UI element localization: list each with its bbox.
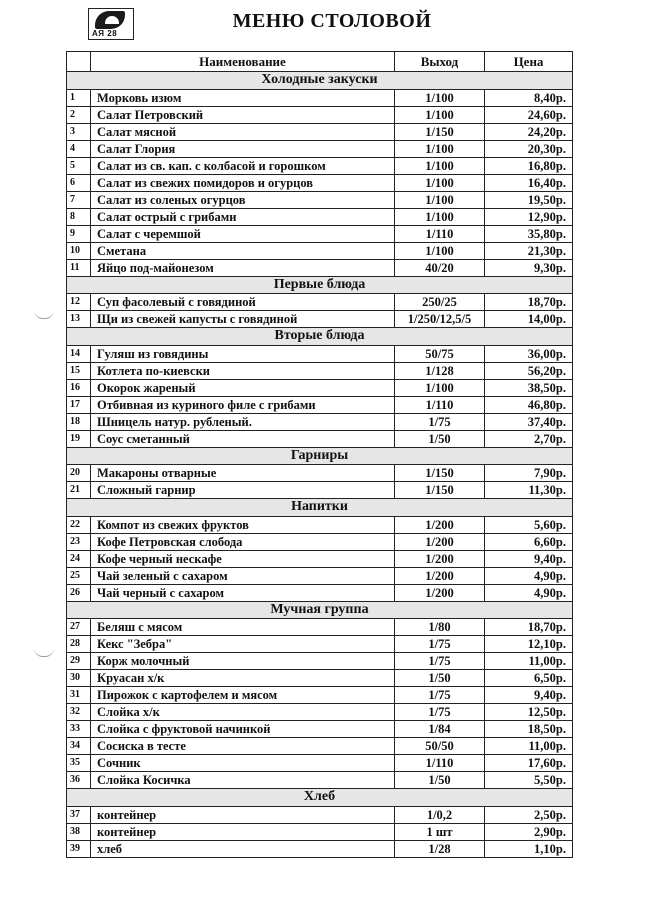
item-name: Салат из соленых огурцов [91, 191, 395, 208]
item-price: 24,20р. [485, 123, 573, 140]
table-row [67, 755, 573, 772]
table-row [67, 670, 573, 687]
item-output: 1/75 [395, 636, 485, 653]
item-price: 16,80р. [485, 157, 573, 174]
item-output: 1/200 [395, 550, 485, 567]
item-output: 50/50 [395, 738, 485, 755]
item-output: 1/75 [395, 704, 485, 721]
item-price: 19,50р. [485, 191, 573, 208]
item-name: Морковь изюм [91, 89, 395, 106]
item-number: 29 [67, 653, 91, 670]
section-title: Холодные закуски [67, 72, 573, 90]
table-row [67, 89, 573, 106]
section-row [67, 328, 573, 346]
item-name: Салат из св. кап. с колбасой и горошком [91, 157, 395, 174]
item-number: 26 [67, 584, 91, 601]
item-output: 1 шт [395, 823, 485, 840]
item-output: 1/100 [395, 157, 485, 174]
item-number: 23 [67, 533, 91, 550]
section-row [67, 276, 573, 294]
item-price: 12,90р. [485, 208, 573, 225]
table-row [67, 687, 573, 704]
table-row [67, 823, 573, 840]
item-name: Салат из свежих помидоров и огурцов [91, 174, 395, 191]
item-price: 46,80р. [485, 396, 573, 413]
item-output: 1/200 [395, 584, 485, 601]
section-title: Хлеб [67, 789, 573, 807]
table-row [67, 259, 573, 276]
item-price: 37,40р. [485, 413, 573, 430]
item-price: 12,50р. [485, 704, 573, 721]
table-row [67, 738, 573, 755]
item-name: Кофе черный нескафе [91, 550, 395, 567]
item-output: 1/150 [395, 482, 485, 499]
item-price: 35,80р. [485, 225, 573, 242]
item-number: 35 [67, 755, 91, 772]
item-number: 11 [67, 259, 91, 276]
item-output: 1/200 [395, 567, 485, 584]
item-name: Яйцо под-майонезом [91, 259, 395, 276]
item-output: 1/150 [395, 123, 485, 140]
item-name: Корж молочный [91, 653, 395, 670]
item-name: Салат Петровский [91, 106, 395, 123]
item-number: 34 [67, 738, 91, 755]
item-name: Салат острый с грибами [91, 208, 395, 225]
table-header-row [67, 52, 573, 72]
logo-text: АЯ 28 [92, 29, 118, 38]
item-output: 1/75 [395, 413, 485, 430]
table-row [67, 584, 573, 601]
table-row [67, 379, 573, 396]
item-number: 36 [67, 772, 91, 789]
item-output: 1/110 [395, 396, 485, 413]
item-name: Соус сметанный [91, 430, 395, 447]
section-title: Напитки [67, 499, 573, 517]
item-number: 18 [67, 413, 91, 430]
table-row [67, 396, 573, 413]
item-price: 14,00р. [485, 311, 573, 328]
table-row [67, 721, 573, 738]
item-output: 1/0,2 [395, 806, 485, 823]
item-price: 11,00р. [485, 738, 573, 755]
item-name: Салат с черемшой [91, 225, 395, 242]
item-name: Салат мясной [91, 123, 395, 140]
item-number: 37 [67, 806, 91, 823]
item-number: 2 [67, 106, 91, 123]
item-number: 27 [67, 619, 91, 636]
item-output: 40/20 [395, 259, 485, 276]
item-output: 1/150 [395, 465, 485, 482]
item-price: 36,00р. [485, 345, 573, 362]
item-output: 1/250/12,5/5 [395, 311, 485, 328]
item-output: 1/28 [395, 840, 485, 857]
item-name: Котлета по-киевски [91, 362, 395, 379]
item-name: Кекс "Зебра" [91, 636, 395, 653]
item-output: 1/50 [395, 430, 485, 447]
item-number: 5 [67, 157, 91, 174]
item-price: 9,40р. [485, 687, 573, 704]
item-price: 9,30р. [485, 259, 573, 276]
item-output: 1/200 [395, 516, 485, 533]
table-row [67, 636, 573, 653]
item-price: 2,90р. [485, 823, 573, 840]
item-number: 19 [67, 430, 91, 447]
item-price: 56,20р. [485, 362, 573, 379]
item-output: 1/50 [395, 772, 485, 789]
section-row [67, 447, 573, 465]
item-output: 1/80 [395, 619, 485, 636]
table-row [67, 106, 573, 123]
table-row [67, 482, 573, 499]
item-name: хлеб [91, 840, 395, 857]
item-output: 1/100 [395, 242, 485, 259]
header-price: Цена [485, 52, 573, 72]
item-number: 38 [67, 823, 91, 840]
item-number: 25 [67, 567, 91, 584]
item-output: 1/100 [395, 208, 485, 225]
item-price: 5,60р. [485, 516, 573, 533]
item-output: 1/100 [395, 140, 485, 157]
item-number: 31 [67, 687, 91, 704]
item-number: 13 [67, 311, 91, 328]
table-row [67, 345, 573, 362]
punch-hole-mark [34, 648, 54, 657]
item-price: 11,30р. [485, 482, 573, 499]
item-number: 16 [67, 379, 91, 396]
item-number: 22 [67, 516, 91, 533]
item-number: 32 [67, 704, 91, 721]
table-row [67, 533, 573, 550]
header-name: Наименование [91, 52, 395, 72]
table-row [67, 174, 573, 191]
table-row [67, 413, 573, 430]
item-number: 17 [67, 396, 91, 413]
item-output: 1/100 [395, 379, 485, 396]
item-output: 1/50 [395, 670, 485, 687]
item-number: 1 [67, 89, 91, 106]
item-price: 7,90р. [485, 465, 573, 482]
table-row [67, 123, 573, 140]
item-number: 20 [67, 465, 91, 482]
item-name: Окорок жареный [91, 379, 395, 396]
item-output: 1/100 [395, 106, 485, 123]
item-price: 18,50р. [485, 721, 573, 738]
item-price: 21,30р. [485, 242, 573, 259]
table-row [67, 619, 573, 636]
item-output: 50/75 [395, 345, 485, 362]
item-name: Салат Глория [91, 140, 395, 157]
item-output: 1/100 [395, 89, 485, 106]
item-name: Круасан х/к [91, 670, 395, 687]
item-name: Сосиска в тесте [91, 738, 395, 755]
item-number: 39 [67, 840, 91, 857]
item-number: 21 [67, 482, 91, 499]
item-output: 1/110 [395, 225, 485, 242]
section-row [67, 72, 573, 90]
item-price: 24,60р. [485, 106, 573, 123]
table-row [67, 806, 573, 823]
item-output: 1/200 [395, 533, 485, 550]
item-price: 4,90р. [485, 567, 573, 584]
item-name: Компот из свежих фруктов [91, 516, 395, 533]
item-number: 3 [67, 123, 91, 140]
section-row [67, 789, 573, 807]
item-name: Беляш с мясом [91, 619, 395, 636]
item-number: 4 [67, 140, 91, 157]
section-title: Первые блюда [67, 276, 573, 294]
item-name: Сочник [91, 755, 395, 772]
table-row [67, 157, 573, 174]
item-number: 30 [67, 670, 91, 687]
item-number: 9 [67, 225, 91, 242]
item-number: 6 [67, 174, 91, 191]
table-row [67, 140, 573, 157]
section-title: Гарниры [67, 447, 573, 465]
item-output: 1/100 [395, 174, 485, 191]
item-number: 12 [67, 294, 91, 311]
table-row [67, 550, 573, 567]
page-title: МЕНЮ СТОЛОВОЙ [232, 10, 432, 32]
table-row [67, 653, 573, 670]
item-output: 1/84 [395, 721, 485, 738]
menu-body [67, 72, 573, 858]
table-row [67, 567, 573, 584]
item-price: 1,10р. [485, 840, 573, 857]
table-row [67, 294, 573, 311]
item-name: Кофе Петровская слобода [91, 533, 395, 550]
table-row [67, 704, 573, 721]
item-output: 250/25 [395, 294, 485, 311]
item-price: 20,30р. [485, 140, 573, 157]
item-price: 18,70р. [485, 619, 573, 636]
table-row [67, 362, 573, 379]
section-title: Мучная группа [67, 601, 573, 619]
table-row [67, 465, 573, 482]
section-title: Вторые блюда [67, 328, 573, 346]
item-name: Чай черный с сахаром [91, 584, 395, 601]
item-number: 15 [67, 362, 91, 379]
item-name: Щи из свежей капусты с говядиной [91, 311, 395, 328]
table-row [67, 840, 573, 857]
item-price: 38,50р. [485, 379, 573, 396]
item-name: Гуляш из говядины [91, 345, 395, 362]
item-output: 1/100 [395, 191, 485, 208]
item-name: контейнер [91, 806, 395, 823]
item-output: 1/75 [395, 653, 485, 670]
item-price: 6,50р. [485, 670, 573, 687]
item-output: 1/75 [395, 687, 485, 704]
item-number: 33 [67, 721, 91, 738]
item-price: 17,60р. [485, 755, 573, 772]
item-price: 6,60р. [485, 533, 573, 550]
section-row [67, 499, 573, 517]
item-name: Слойка х/к [91, 704, 395, 721]
item-name: Суп фасолевый с говядиной [91, 294, 395, 311]
item-name: Слойка с фруктовой начинкой [91, 721, 395, 738]
item-number: 7 [67, 191, 91, 208]
menu-table [66, 51, 573, 858]
item-price: 8,40р. [485, 89, 573, 106]
header-output: Выход [395, 52, 485, 72]
item-price: 11,00р. [485, 653, 573, 670]
item-name: Чай зеленый с сахаром [91, 567, 395, 584]
item-number: 8 [67, 208, 91, 225]
item-number: 10 [67, 242, 91, 259]
item-name: Отбивная из куриного филе с грибами [91, 396, 395, 413]
item-output: 1/128 [395, 362, 485, 379]
item-price: 9,40р. [485, 550, 573, 567]
item-number: 14 [67, 345, 91, 362]
item-number: 24 [67, 550, 91, 567]
item-name: Пирожок с картофелем и мясом [91, 687, 395, 704]
item-name: контейнер [91, 823, 395, 840]
item-name: Сложный гарнир [91, 482, 395, 499]
item-number: 28 [67, 636, 91, 653]
table-row [67, 772, 573, 789]
section-row [67, 601, 573, 619]
item-output: 1/110 [395, 755, 485, 772]
punch-hole-mark [34, 310, 54, 319]
table-row [67, 242, 573, 259]
table-row [67, 311, 573, 328]
table-row [67, 516, 573, 533]
item-name: Слойка Косичка [91, 772, 395, 789]
table-row [67, 225, 573, 242]
item-name: Макароны отварные [91, 465, 395, 482]
item-name: Шницель натур. рубленый. [91, 413, 395, 430]
item-price: 4,90р. [485, 584, 573, 601]
header-num-cell [67, 52, 91, 72]
item-price: 2,50р. [485, 806, 573, 823]
item-price: 16,40р. [485, 174, 573, 191]
table-row [67, 208, 573, 225]
item-price: 2,70р. [485, 430, 573, 447]
item-name: Сметана [91, 242, 395, 259]
table-row [67, 191, 573, 208]
item-price: 18,70р. [485, 294, 573, 311]
item-price: 12,10р. [485, 636, 573, 653]
table-row [67, 430, 573, 447]
item-price: 5,50р. [485, 772, 573, 789]
